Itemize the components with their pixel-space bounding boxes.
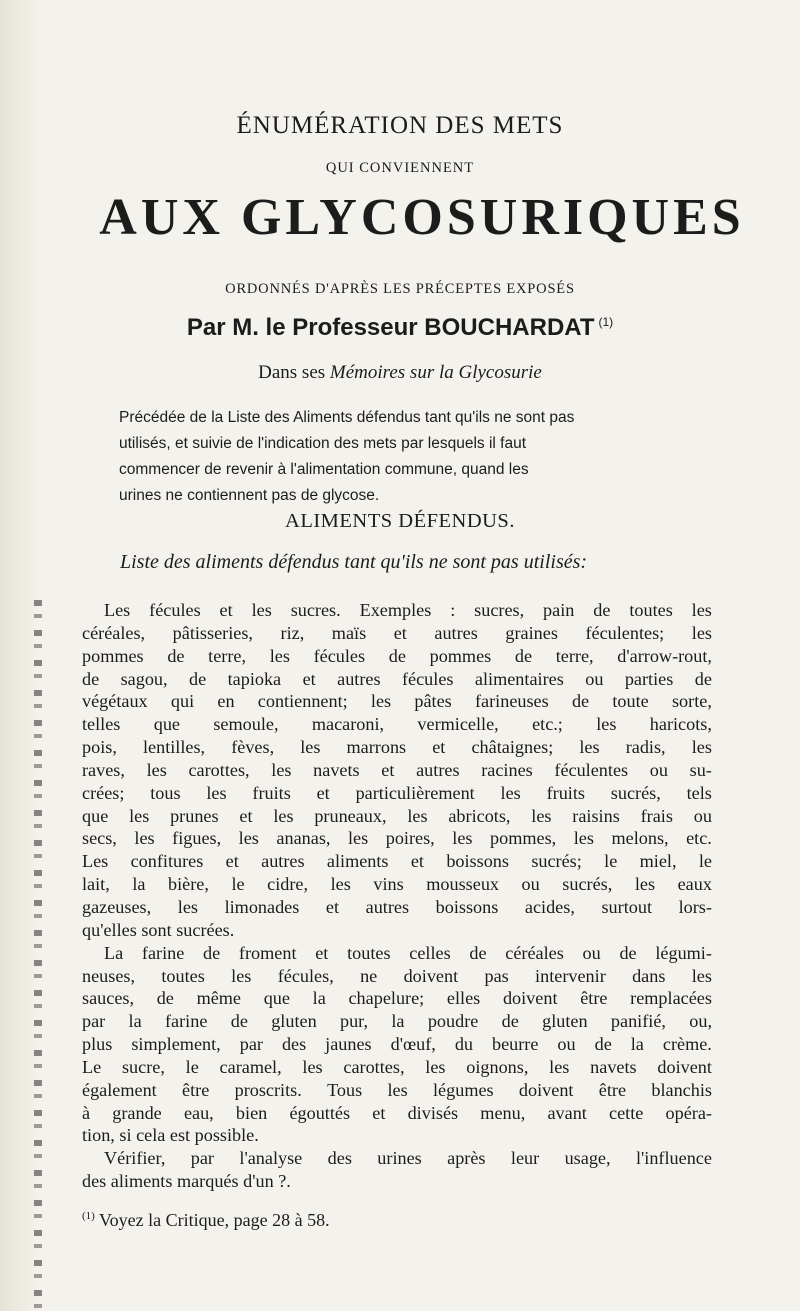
body-line: qu'elles sont sucrées. [82,919,235,940]
body-line: La farine de froment et toutes celles de céréales ou de légumi- [104,942,712,963]
body-line: lait, la bière, le cidre, les vins mousseux ou sucrés, les eaux [82,874,712,895]
body-line: à grande eau, bien égouttés et divisés menu, avant cette opéra- [82,1102,712,1123]
author-line [0,314,800,342]
intro-line: Précédée de la Liste des Aliments défendus tant qu'ils ne sont pas [119,409,575,426]
source-work-title: Mémoires sur la Glycosurie [329,362,542,383]
body-line: raves, les carottes, les navets et autres racines féculentes ou su- [82,759,712,780]
body-line: Les fécules et les sucres. Exemples : sucres, pain de toutes les [104,600,712,620]
body-line: neuses, toutes les fécules, ne doivent pas intervenir dans les [82,965,712,986]
footnote-text: Voyez la Critique, page 28 à 58. [94,1210,330,1230]
intro-line: commencer de revenir à l'alimentation commune, quand les [119,461,529,478]
body-line: végétaux qui en contiennent; les pâtes farineuses de toute sorte, [82,691,712,712]
source-line [0,362,800,384]
body-line: pois, lentilles, fèves, les marrons et châtaignes; les radis, les [82,737,712,758]
body-line: que les prunes et les pruneaux, les abricots, les raisins frais ou [82,805,712,826]
body-line: Les confitures et autres aliments et boissons sucrés; le miel, le [82,851,712,872]
body-line: tion, si cela est possible. [82,1125,259,1146]
heading-enumeration: ÉNUMÉRATION DES METS [236,112,564,139]
heading-ordonnes: ORDONNÉS D'APRÈS LES PRÉCEPTES EXPOSÉS [225,281,575,297]
body-line: de sagou, de tapioka et autres fécules alimentaires ou parties de [82,668,712,689]
intro-line: utilisés, et suivie de l'indication des mets par lesquels il faut [119,435,527,452]
body-line: secs, les figues, les ananas, les poires, les pommes, les melons, etc. [82,828,712,849]
body-line: également être proscrits. Tous les légumes doivent être blanchis [82,1079,712,1100]
body-line: par la farine de gluten pur, la poudre de gluten panifié, ou, [82,1011,712,1032]
body-line: crées; tous les fruits et particulièrement les fruits sucrés, tels [82,782,712,803]
footnote-mark: (1) [82,1210,95,1222]
body-line: Le sucre, le caramel, les carottes, les oignons, les navets doivent [82,1056,712,1077]
intro-line: urines ne contiennent pas de glycose. [119,487,380,504]
body-text [82,599,712,1193]
author-name: Par M. le Professeur BOUCHARDAT [186,314,595,341]
body-line: des aliments marqués d'un ?. [82,1171,291,1192]
body-line: plus simplement, par des jaunes d'œuf, du beurre ou de la crème. [82,1034,712,1055]
body-line: telles que semoule, macaroni, vermicelle, etc.; les haricots, [82,714,712,735]
heading-qui-conviennent: QUI CONVIENNENT [325,160,475,176]
body-line: pommes de terre, les fécules de pommes de terre, d'arrow-rout, [82,645,712,666]
footnote-ref: (1) [598,315,614,329]
body-line: céréales, pâtisseries, riz, maïs et autres graines féculentes; les [82,622,712,643]
body-line: sauces, de même que la chapelure; elles doivent être remplacées [82,988,712,1009]
body-line: gazeuses, les limonades et autres boissons acides, surtout lors- [82,896,712,917]
section-subtitle: Liste des aliments défendus tant qu'ils ne sont pas utilisés: [120,551,588,573]
intro-paragraph [119,405,687,509]
source-prefix: Dans ses [258,362,330,383]
section-title: ALIMENTS DÉFENDUS. [285,510,515,532]
footnote [82,1210,330,1231]
main-title: AUX GLYCOSURIQUES [99,189,745,246]
body-line: Vérifier, par l'analyse des urines après leur usage, l'influence [104,1148,712,1169]
